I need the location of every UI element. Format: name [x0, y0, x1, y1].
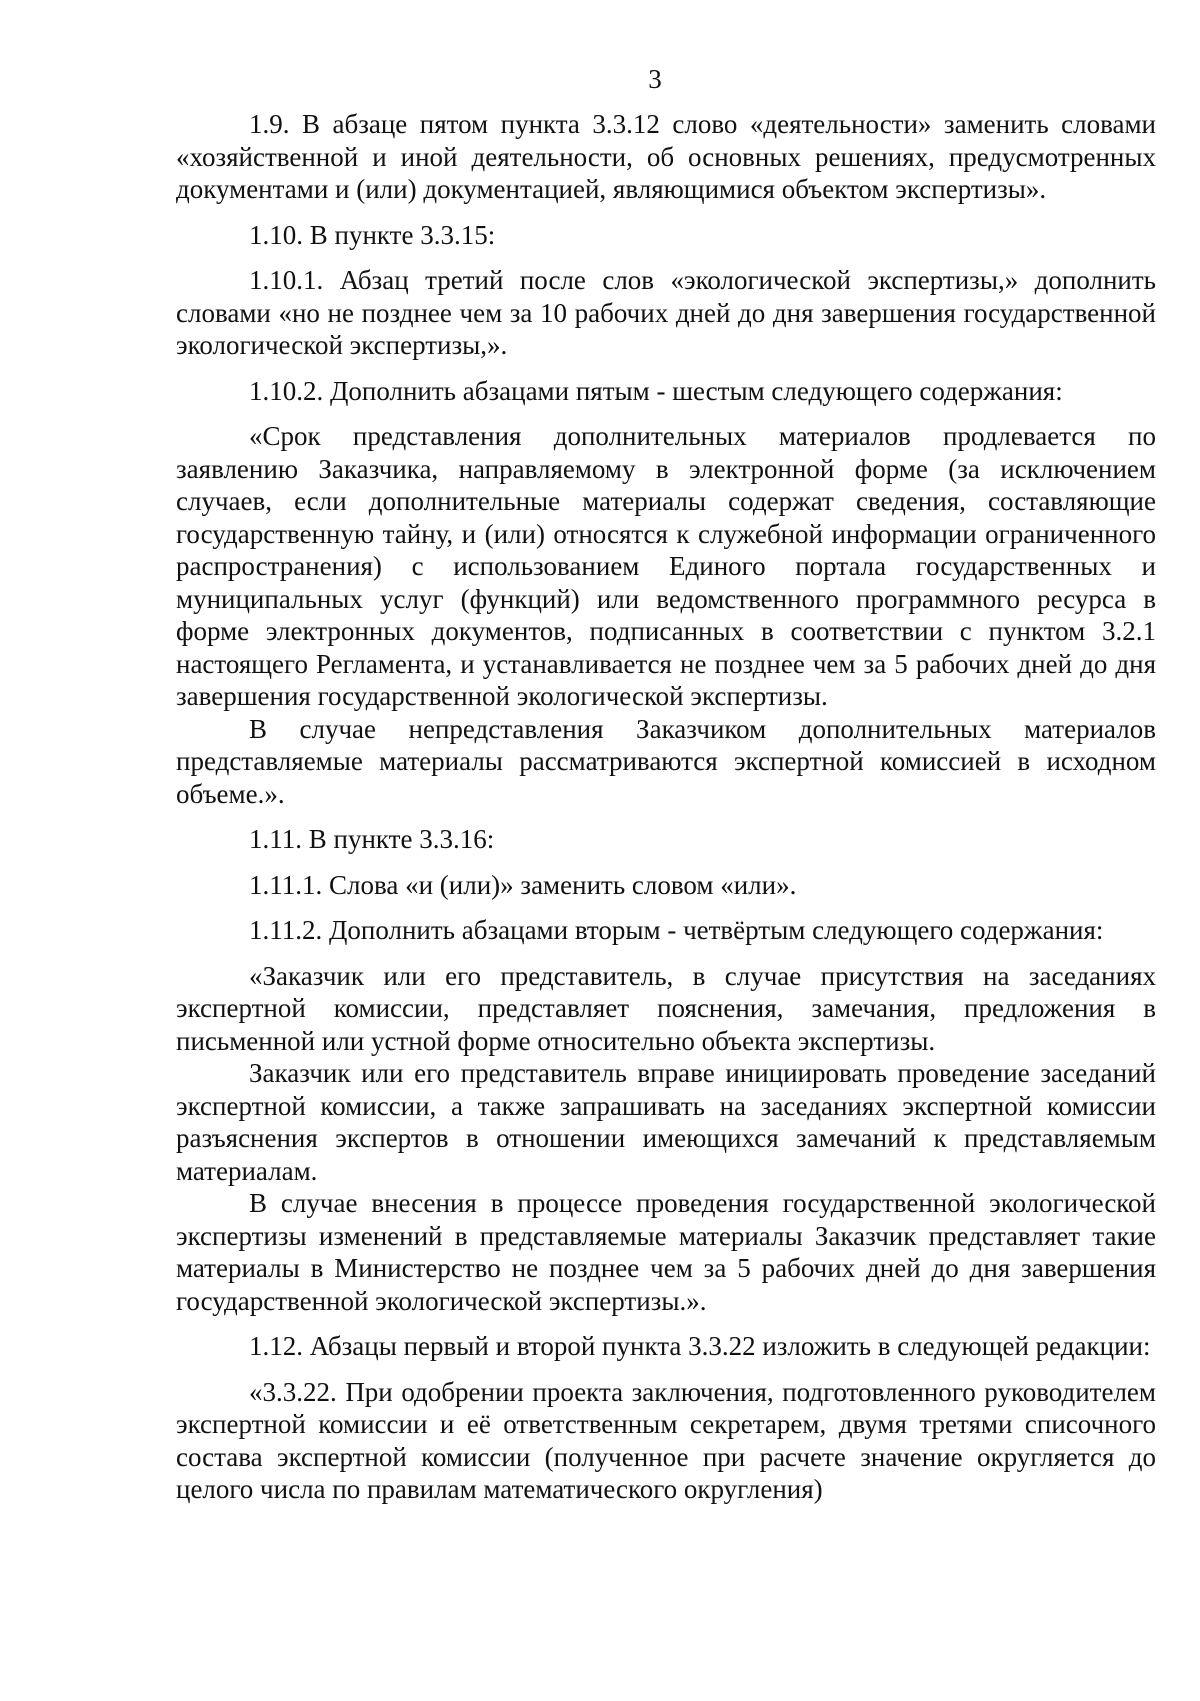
paragraph-quote-srok: «Срок представления дополнительных материалов продлевается по заявлению Заказчика, направляемому в электронной форме (за исключением случаев, если дополнительные материалы содержат сведения, составляющие государственную тайну, и (или) относятся к служебной информации ограниченного распространения) с использованием Единого портала государственных и муниципальных услуг (функций) или ведомственного программного ресурса в форме электронных документов, подписанных в соответствии с пунктом 3.2.1 настоящего Регламента, и устанавливается не позднее чем за 5 рабочих дней до дня завершения государственной экологической экспертизы.	[176, 421, 1156, 711]
paragraph-quote-vneseniya: В случае внесения в процессе проведения государственной экологической экспертизы изменений в представляемые материалы Заказчик представляет такие материалы в Министерство не позднее чем за 5 рабочих дней до дня завершения государственной экологической экспертизы.».	[176, 1188, 1156, 1316]
paragraph-1-9: 1.9. В абзаце пятом пункта 3.3.12 слово «деятельности» заменить словами «хозяйственной и иной деятельности, об основных решениях, предусмотренных документами и (или) документацией, являющимися объектом экспертизы».	[176, 109, 1156, 204]
page-number: 3	[648, 64, 662, 94]
paragraph-1-11-1: 1.11.1. Слова «и (или)» заменить словом «или».	[249, 869, 797, 900]
paragraph-quote-zakazchik-prisutstvie: «Заказчик или его представитель, в случае присутствия на заседаниях экспертной комиссии, представляет пояснения, замечания, предложения в письменной или устной форме относительно объекта экспертизы.	[176, 960, 1156, 1056]
paragraph-1-10: 1.10. В пункте 3.3.15:	[249, 219, 496, 250]
paragraph-1-10-2: 1.10.2. Дополнить абзацами пятым - шестым следующего содержания:	[249, 375, 1063, 406]
paragraph-1-10-1: 1.10.1. Абзац третий после слов «экологической экспертизы,» дополнить словами «но не позднее чем за 10 рабочих дней до дня завершения государственной экологической экспертизы,».	[176, 265, 1156, 360]
paragraph-quote-zakazchik-vprave: Заказчик или его представитель вправе инициировать проведение заседаний экспертной комиссии, а также запрашивать на заседаниях экспертной комиссии разъяснения экспертов в отношении имеющихся замечаний к представляемым материалам.	[176, 1058, 1156, 1186]
document-body	[176, 108, 1156, 1506]
paragraph-1-11: 1.11. В пункте 3.3.16:	[249, 824, 495, 854]
paragraph-quote-nepredstavleniya: В случае непредставления Заказчиком дополнительных материалов представляемые материалы рассматриваются экспертной комиссией в исходном объеме.».	[176, 713, 1156, 809]
paragraph-1-11-2: 1.11.2. Дополнить абзацами вторым - четвёртым следующего содержания:	[249, 915, 1104, 945]
paragraph-1-12: 1.12. Абзацы первый и второй пункта 3.3.22 изложить в следующей редакции:	[249, 1331, 1151, 1361]
paragraph-quote-3-3-22: «3.3.22. При одобрении проекта заключения, подготовленного руководителем экспертной комиссии и её ответственным секретарем, двумя третями списочного состава экспертной комиссии (полученное при расчете значение округляется до целого числа по правилам математического округления)	[176, 1376, 1156, 1504]
